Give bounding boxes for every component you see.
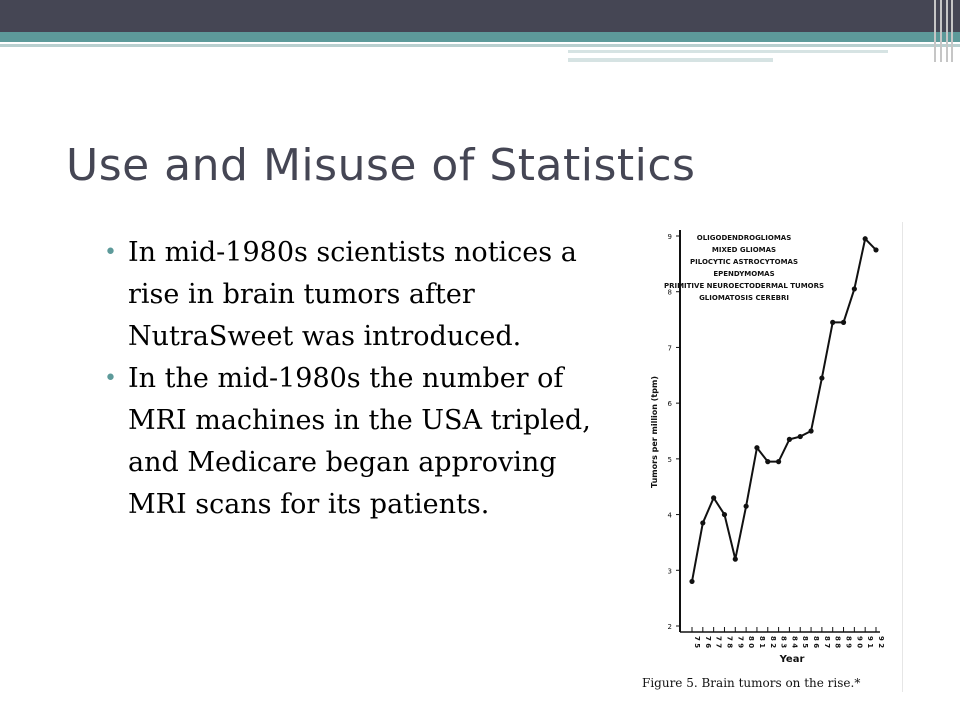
data-point	[830, 320, 835, 325]
data-point	[700, 520, 705, 525]
bullet-text: In the mid-1980s the number of MRI machines in the USA tripled, and Medicare began approving MRI scans for its patients.	[128, 363, 591, 520]
top-accent-stub-short	[568, 58, 773, 62]
data-point	[798, 434, 803, 439]
bullet-text: In mid-1980s scientists notices a rise in brain tumors after NutraSweet was introduced.	[128, 237, 577, 352]
data-point	[819, 375, 824, 380]
data-point	[765, 459, 770, 464]
legend-line: PILOCYTIC ASTROCYTOMAS	[690, 258, 798, 266]
x-tick-label: 7 7	[714, 636, 723, 649]
data-point	[863, 236, 868, 241]
x-tick-label: 9 0	[855, 636, 864, 649]
bullet-list	[104, 232, 604, 526]
legend-line: MIXED GLIOMAS	[711, 246, 777, 254]
bullet-item	[104, 358, 604, 526]
data-point	[754, 445, 759, 450]
legend-line: GLIOMATOSIS CEREBRI	[699, 294, 789, 302]
y-tick-label: 4	[667, 511, 672, 520]
x-tick-label: 7 6	[703, 636, 712, 649]
x-tick-label: 8 4	[790, 636, 799, 649]
x-tick-label: 8 6	[812, 636, 821, 649]
data-point	[808, 428, 813, 433]
top-accent-line	[0, 44, 960, 47]
figure-caption: Figure 5. Brain tumors on the rise.*	[642, 676, 861, 690]
bullet-item	[104, 232, 604, 358]
x-tick-label: 8 1	[757, 636, 766, 649]
y-tick-label: 5	[667, 455, 672, 464]
y-tick-label: 2	[667, 623, 672, 631]
x-tick-label: 8 8	[833, 636, 842, 649]
series-line	[692, 239, 876, 582]
y-axis-label: Tumors per million (tpm)	[650, 376, 659, 488]
chart-figure	[640, 222, 903, 692]
legend-line: OLIGODENDROGLIOMAS	[696, 234, 792, 242]
data-point	[841, 320, 846, 325]
bullet-dot-icon: •	[104, 240, 117, 265]
legend-line: PRIMITIVE NEUROECTODERMAL TUMORS	[663, 282, 825, 290]
x-tick-label: 8 2	[768, 636, 777, 649]
x-tick-label: 7 5	[693, 636, 701, 649]
corner-decoration	[934, 0, 954, 62]
top-accent-stub	[568, 50, 888, 53]
x-tick-label: 8 5	[801, 636, 810, 649]
data-point	[776, 459, 781, 464]
data-point	[787, 437, 792, 442]
legend-line: EPENDYMOMAS	[713, 270, 775, 278]
x-tick-label: 9 2	[877, 636, 885, 649]
y-tick-label: 6	[667, 400, 672, 409]
chart-legend	[664, 234, 824, 302]
y-tick-label: 8	[667, 288, 672, 297]
data-point	[873, 247, 878, 252]
x-tick-label: 8 7	[822, 636, 831, 649]
data-point	[733, 557, 738, 562]
data-point	[711, 495, 716, 500]
bullet-dot-icon: •	[104, 366, 117, 391]
data-point	[722, 512, 727, 517]
x-tick-label: 8 3	[779, 636, 788, 649]
data-point	[689, 579, 694, 584]
y-tick-label: 3	[667, 567, 672, 576]
top-accent-band	[0, 32, 960, 42]
y-tick-label: 7	[667, 344, 672, 353]
data-point	[852, 286, 857, 291]
top-bar	[0, 0, 960, 32]
x-tick-label: 9 1	[866, 636, 875, 649]
x-tick-label: 7 8	[725, 636, 734, 649]
slide-title: Use and Misuse of Statistics	[66, 140, 696, 191]
brain-tumor-chart	[640, 222, 902, 674]
x-tick-label: 7 9	[736, 636, 745, 649]
data-point	[744, 504, 749, 509]
x-axis-label: Year	[779, 654, 805, 665]
x-tick-label: 8 9	[844, 636, 853, 649]
x-tick-label: 8 0	[747, 636, 756, 649]
y-tick-label: 9	[667, 233, 672, 241]
